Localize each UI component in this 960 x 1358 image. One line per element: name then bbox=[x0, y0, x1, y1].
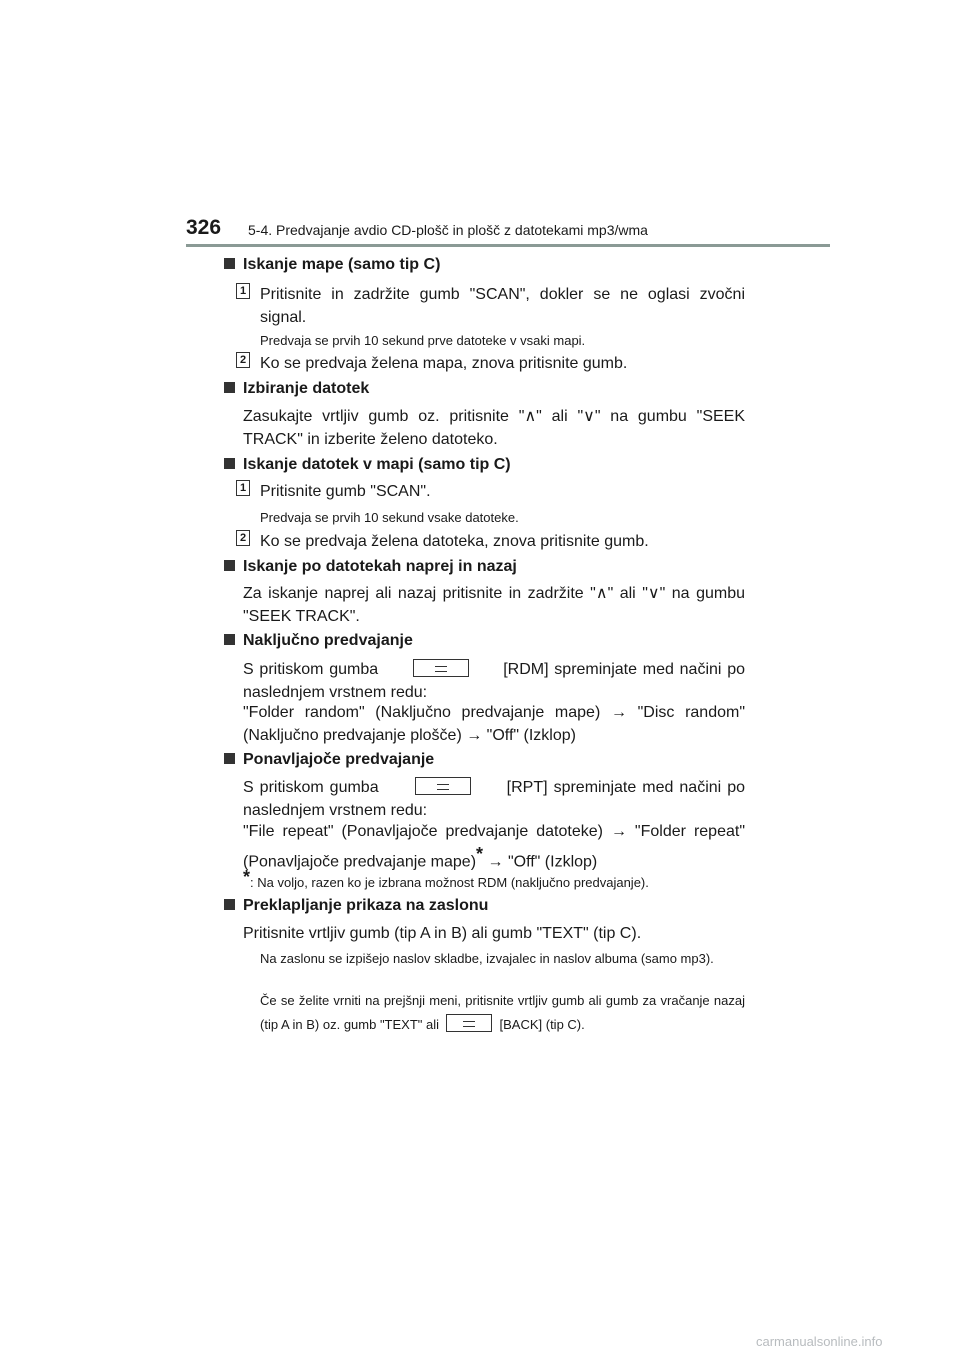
footnote: *: Na voljo, razen ko je izbrana možnost RDM (naključno predvajanje). bbox=[243, 867, 649, 890]
step-number-badge: 1 bbox=[236, 480, 250, 496]
back-button-icon bbox=[446, 1014, 492, 1032]
section-bullet-icon bbox=[224, 258, 235, 269]
step-number-badge: 2 bbox=[236, 530, 250, 546]
section-bullet-icon bbox=[224, 753, 235, 764]
step-text: Ko se predvaja želena mapa, znova pritisnite gumb. bbox=[260, 355, 628, 372]
section-title-select-files: Izbiranje datotek bbox=[224, 380, 369, 398]
step-text: Ko se predvaja želena datoteka, znova pritisnite gumb. bbox=[260, 533, 649, 550]
body-text: Za iskanje naprej ali nazaj pritisnite in zadržite "∧" ali "∨" na gumbu "SEEK TRACK". bbox=[243, 585, 745, 625]
body-text: S pritiskom gumba [RPT] spreminjate med načini po naslednjem vrstnem redu: bbox=[243, 779, 746, 819]
rpt-button-icon bbox=[415, 777, 471, 795]
note-text: Na zaslonu se izpišejo naslov skladbe, izvajalec in naslov albuma (samo mp3). bbox=[260, 951, 714, 966]
body-text: "Folder random" (Naključno predvajanje mape) → "Disc random" (Naključno predvajanje plošče) → "Off" (Izklop) bbox=[243, 704, 745, 744]
section-title-display: Preklapljanje prikaza na zaslonu bbox=[224, 897, 488, 915]
note-text: Predvaja se prvih 10 sekund vsake datoteke. bbox=[260, 510, 519, 525]
section-bullet-icon bbox=[224, 458, 235, 469]
section-title-random: Naključno predvajanje bbox=[224, 632, 413, 650]
section-bullet-icon bbox=[224, 899, 235, 910]
note-text: Predvaja se prvih 10 sekund prve datoteke v vsaki mapi. bbox=[260, 333, 586, 348]
section-bullet-icon bbox=[224, 634, 235, 645]
body-text: Zasukajte vrtljiv gumb oz. pritisnite "∧" ali "∨" na gumbu "SEEK TRACK" in izberite želeno datoteko. bbox=[243, 408, 745, 448]
step-text: Pritisnite gumb "SCAN". bbox=[260, 483, 431, 500]
section-bullet-icon bbox=[224, 560, 235, 571]
rdm-button-icon bbox=[413, 659, 469, 677]
section-bullet-icon bbox=[224, 382, 235, 393]
step-text: Pritisnite in zadržite gumb "SCAN", dokler se ne oglasi zvočni signal. bbox=[260, 286, 745, 326]
step-number-badge: 1 bbox=[236, 283, 250, 299]
header-divider bbox=[186, 244, 830, 247]
section-title-repeat: Ponavljajoče predvajanje bbox=[224, 751, 434, 769]
watermark: carmanualsonline.info bbox=[756, 1334, 883, 1349]
page-header bbox=[0, 0, 960, 250]
section-title-folder-scan: Iskanje mape (samo tip C) bbox=[224, 256, 440, 274]
body-text: S pritiskom gumba [RDM] spreminjate med načini po naslednjem vrstnem redu: bbox=[243, 661, 746, 701]
page-number: 326 bbox=[186, 216, 222, 239]
note-text: Če se želite vrniti na prejšnji meni, pritisnite vrtljiv gumb ali gumb za vračanje nazaj (tip A in B) oz. gumb "TEXT" ali [BACK] (tip C). bbox=[260, 993, 745, 1032]
chapter-title: 5-4. Predvajanje avdio CD-plošč in plošč z datotekami mp3/wma bbox=[248, 222, 648, 238]
body-text: "File repeat" (Ponavljajoče predvajanje datoteke) → "Folder repeat" (Ponavljajoče predvajanje mape)* → "Off" (Izklop) bbox=[243, 823, 745, 871]
section-title-file-scan: Iskanje datotek v mapi (samo tip C) bbox=[224, 456, 511, 474]
section-title-fast-seek: Iskanje po datotekah naprej in nazaj bbox=[224, 558, 517, 576]
body-text: Pritisnite vrtljiv gumb (tip A in B) ali gumb "TEXT" (tip C). bbox=[243, 925, 642, 942]
step-number-badge: 2 bbox=[236, 352, 250, 368]
